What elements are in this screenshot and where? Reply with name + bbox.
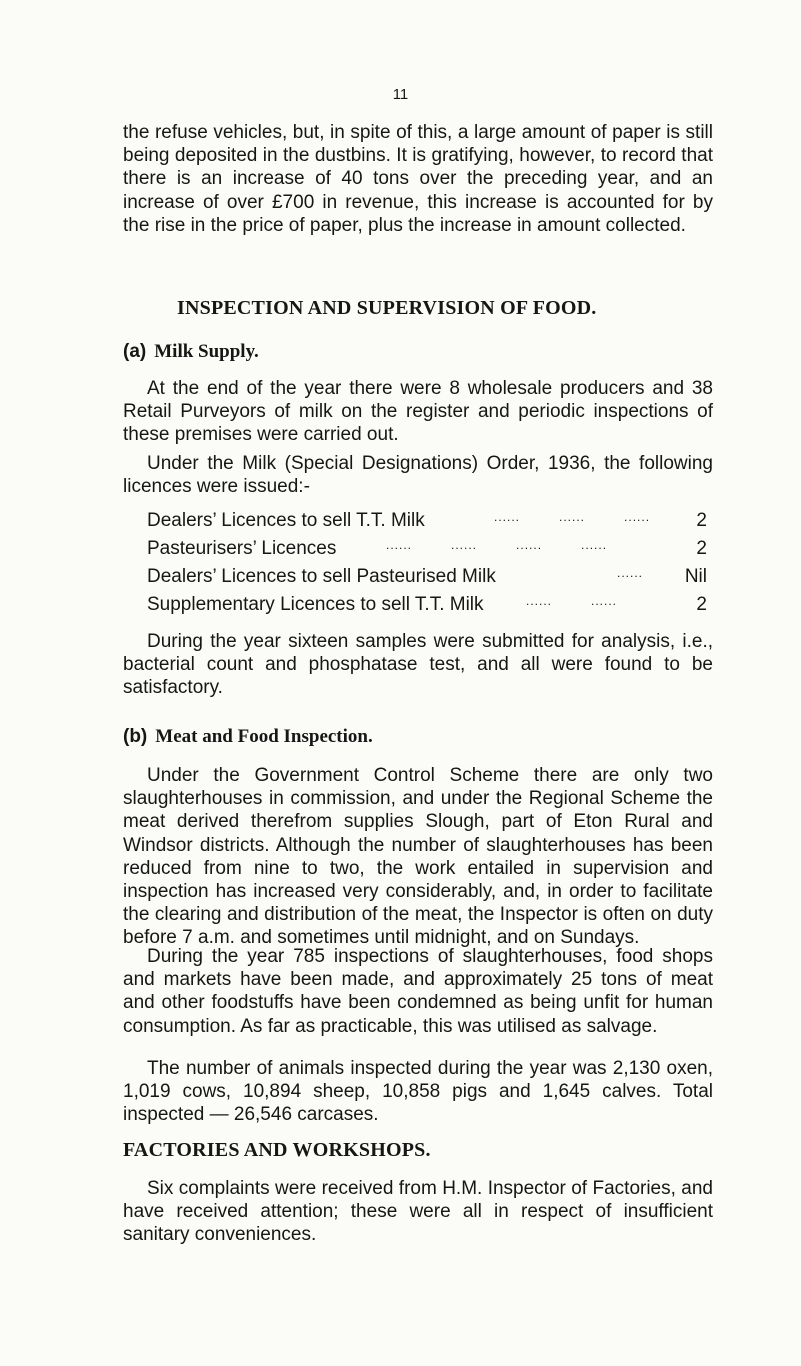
licence-row — [147, 538, 719, 562]
paragraph-factories: Six complaints were received from H.M. Inspector of Factories, and have received attention; these were all in respect of insufficient sanitary conveniences. — [123, 1178, 713, 1246]
paragraph-milk-supply: At the end of the year there were 8 wholesale producers and 38 Retail Purveyors of milk on the register and periodic inspections of these premises were carried out. — [123, 378, 713, 446]
paragraph-control-scheme: Under the Government Control Scheme there are only two slaughterhouses in commission, and under the Regional Scheme the meat derived therefrom supplies Slough, part of Eton Rural and Windsor districts. Although the number of slaughterhouses has been reduced from nine to two, the work entailed in supervision and inspection has increased very considerably, and, in order to facilitate the clearing and distribution of the meat, the Inspector is often on duty before 7 a.m. and sometimes until midnight, and on Sundays. — [123, 765, 713, 949]
licence-row — [147, 594, 719, 618]
leader-dots: ...... ...... ...... ...... — [386, 538, 608, 552]
leader-dots: ...... ...... ...... — [494, 510, 651, 524]
heading-factories-and-workshops: FACTORIES AND WORKSHOPS. — [123, 1139, 431, 1161]
subheading-meat-and-food — [123, 726, 373, 748]
paragraph-refuse: the refuse vehicles, but, in spite of this, a large amount of paper is still being deposited in the dustbins. It is gratifying, however, to record that there is an increase of 40 tons over the preceding year, and an increase of over £700 in revenue, this increase is accounted for by the rise in the price of paper, plus the increase in amount collected. — [123, 122, 713, 236]
heading-inspection-of-food: INSPECTION AND SUPERVISION OF FOOD. — [177, 297, 597, 319]
licence-count: 2 — [696, 594, 707, 615]
licence-item: Dealers’ Licences to sell Pasteurised Milk — [147, 566, 496, 587]
licence-count: 2 — [696, 538, 707, 559]
licence-item: Dealers’ Licences to sell T.T. Milk — [147, 510, 425, 531]
paragraph-samples: During the year sixteen samples were submitted for analysis, i.e., bacterial count and phosphatase test, and all were found to be satisfactory. — [123, 631, 713, 699]
licence-count: Nil — [684, 566, 707, 587]
subheading-milk-supply — [123, 341, 259, 363]
licence-row — [147, 566, 719, 590]
licence-row — [147, 510, 719, 534]
licence-item: Supplementary Licences to sell T.T. Milk — [147, 594, 484, 615]
paragraph-milk-order: Under the Milk (Special Designations) Order, 1936, the following licences were issued:- — [123, 453, 713, 498]
subheading-title: Meat and Food Inspection. — [155, 726, 373, 747]
paragraph-inspections: During the year 785 inspections of slaughterhouses, food shops and markets have been made, and approximately 25 tons of meat and other foodstuffs have been condemned as being unfit for human consumption. As far as practicable, this was utilised as salvage. — [123, 946, 713, 1037]
leader-dots: ...... — [617, 566, 644, 580]
licence-count: 2 — [696, 510, 707, 531]
leader-dots: ...... ...... — [526, 594, 618, 608]
subheading-label: (a) — [123, 341, 147, 362]
paragraph-animals: The number of animals inspected during the year was 2,130 oxen, 1,019 cows, 10,894 sheep, 10,858 pigs and 1,645 calves. Total inspected — 26,546 carcases. — [123, 1058, 713, 1126]
licence-item: Pasteurisers’ Licences — [147, 538, 337, 559]
subheading-label: (b) — [123, 726, 148, 747]
subheading-title: Milk Supply. — [154, 341, 259, 362]
page-number: 11 — [392, 86, 409, 103]
